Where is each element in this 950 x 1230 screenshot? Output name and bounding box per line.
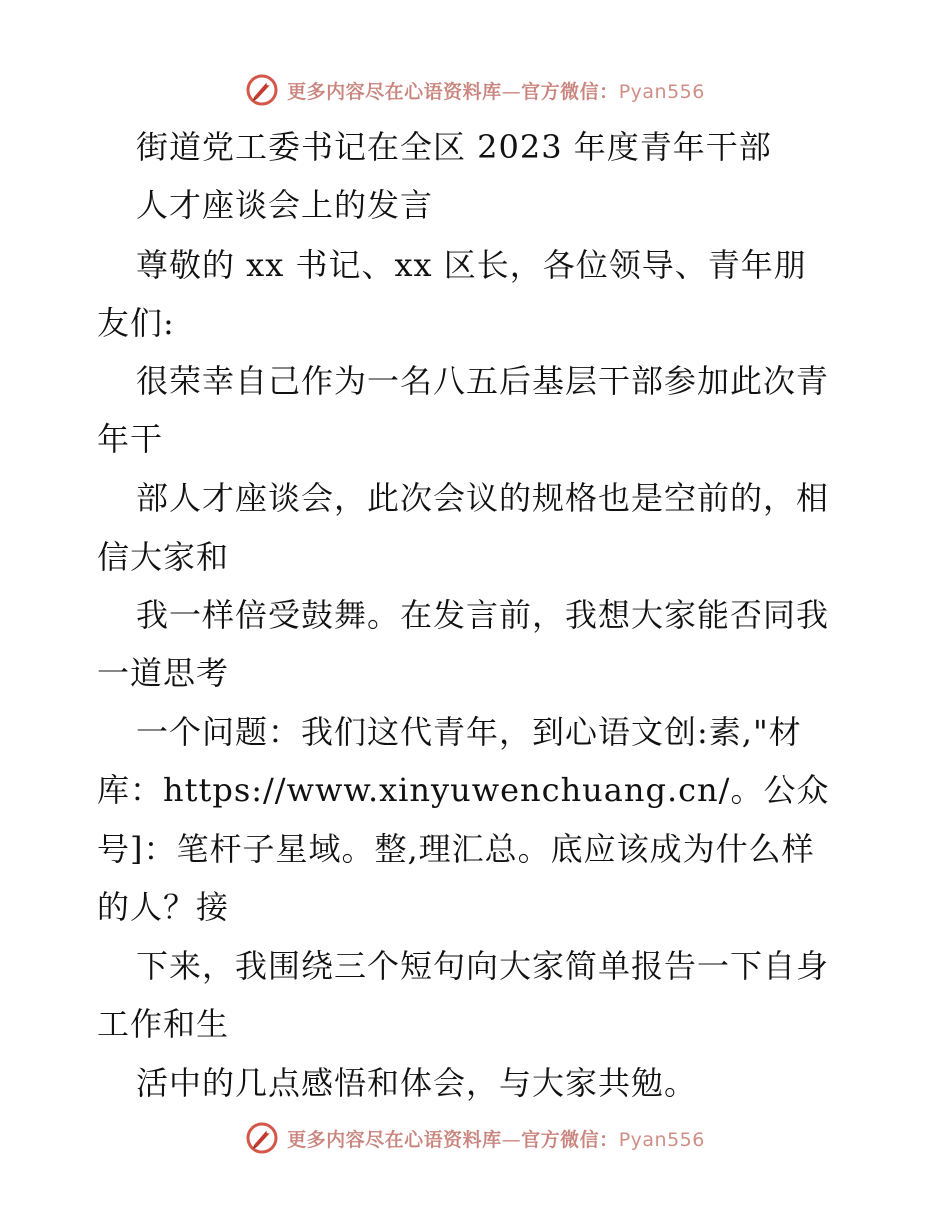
text-line: 很荣幸自己作为一名八五后基层干部参加此次青 (136, 362, 830, 400)
watermark-prefix: 更多内容尽在心语资料库 (287, 80, 502, 103)
text-line: 我一样倍受鼓舞。在发言前，我想大家能否同我 (136, 596, 830, 634)
watermark-wechat-id: Pyan556 (618, 1128, 705, 1151)
text-line: 尊敬的 xx 书记、xx 区长，各位领导、青年朋 (136, 246, 807, 284)
watermark-separator: — (501, 80, 522, 103)
text-line: 一道思考 (97, 654, 230, 692)
watermark-wechat-label: 官方微信： (521, 1128, 619, 1151)
document-title-line-2: 人才座谈会上的发言 (136, 186, 434, 224)
text-line: 工作和生 (97, 1005, 230, 1043)
watermark-wechat-label: 官方微信： (521, 80, 619, 103)
text-line: 年干 (97, 420, 164, 458)
text-line: 的人？接 (97, 888, 230, 926)
watermark-separator: — (501, 1128, 522, 1151)
text-line: 库：https://www.xinyuwenchuang.cn/。公众 (97, 771, 830, 809)
watermark-prefix: 更多内容尽在心语资料库 (287, 1128, 502, 1151)
text-line: 下来，我围绕三个短句向大家简单报告一下自身 (136, 947, 830, 985)
text-line: 友们: (97, 304, 175, 342)
watermark-text (287, 1125, 705, 1152)
watermark-wechat-id: Pyan556 (618, 80, 705, 103)
document-title-line-1: 街道党工委书记在全区 2023 年度青年干部 (136, 128, 772, 166)
text-line: 信大家和 (97, 538, 230, 576)
text-line: 活中的几点感悟和体会，与大家共勉。 (136, 1064, 698, 1102)
quill-logo-icon (245, 1121, 279, 1155)
footer-watermark-banner (0, 1118, 950, 1158)
text-line: 号]：笔杆子星域。整,理汇总。底应该成为什么样 (97, 830, 815, 868)
text-line: 一个问题：我们这代青年，到心语文创:素,"材 (136, 713, 802, 751)
text-line: 部人才座谈会，此次会议的规格也是空前的，相 (136, 479, 830, 517)
